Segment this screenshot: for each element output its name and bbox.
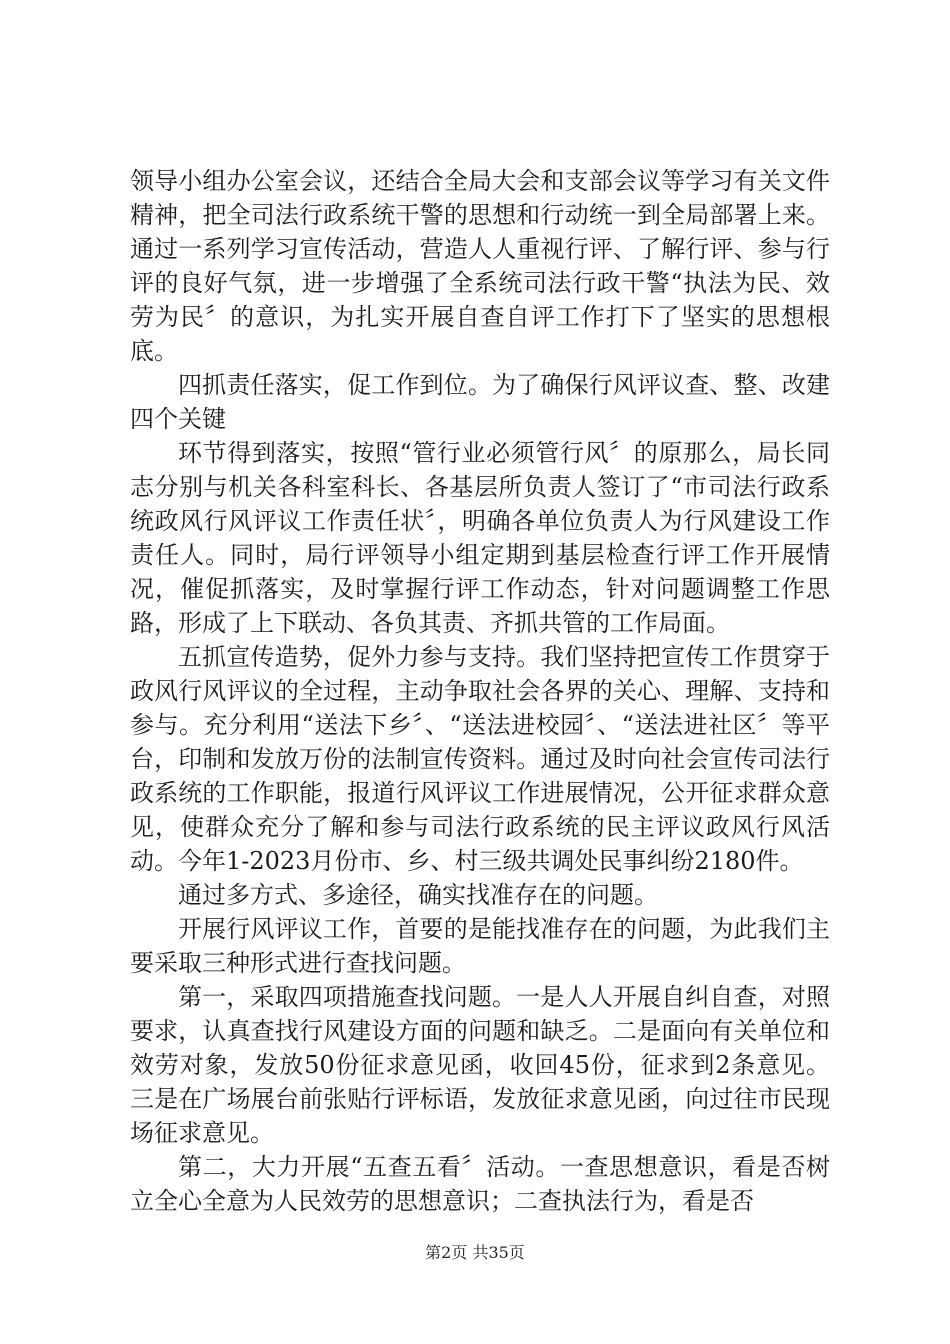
page-footer: 第2页 共35页 [425, 1243, 525, 1262]
paragraph-8: 第二，大力开展“五查五看〞活动。一查思想意识，看是否树立全心全意为人民效劳的思想意识；二查执法行为，看是否 [130, 1153, 830, 1215]
document-body [130, 164, 830, 1218]
paragraph-1: 领导小组办公室会议，还结合全局大会和支部会议等学习有关文件精神，把全司法行政系统干警的思想和行动统一到全局部署上来。通过一系列学习宣传活动，营造人人重视行评、了解行评、参与行评的良好气氛，进一步增强了全系统司法行政干警“执法为民、效劳为民〞的意识，为扎实开展自查自评工作打下了坚实的思想根底。 [130, 167, 830, 365]
paragraph-5: 通过多方式、多途径，确实找准存在的问题。 [178, 881, 658, 909]
paragraph-2: 四抓责任落实，促工作到位。为了确保行风评议查、整、改建四个关键 [130, 371, 830, 433]
paragraph-6: 开展行风评议工作，首要的是能找准存在的问题，为此我们主要采取三种形式进行查找问题。 [130, 915, 830, 977]
paragraph-7: 第一，采取四项措施查找问题。一是人人开展自纠自查，对照要求，认真查找行风建设方面的问题和缺乏。二是面向有关单位和效劳对象，发放50份征求意见函，收回45份，征求到2条意见。三是在广场展台前张贴行评标语，发放征求意见函，向过往市民现场征求意见。 [130, 983, 830, 1147]
paragraph-3: 环节得到落实，按照“管行业必须管行风〞的原那么，局长同志分别与机关各科室科长、各基层所负责人签订了“市司法行政系统政风行风评议工作责任状〞，明确各单位负责人为行风建设工作责任人。同时，局行评领导小组定期到基层检查行评工作开展情况，催促抓落实，及时掌握行评工作动态，针对问题调整工作思路，形成了上下联动、各负其责、齐抓共管的工作局面。 [130, 439, 830, 637]
paragraph-4: 五抓宣传造势，促外力参与支持。我们坚持把宣传工作贯穿于政风行风评议的全过程，主动争取社会各界的关心、理解、支持和参与。充分利用“送法下乡〞、“送法进校园〞、“送法进社区〞等平台，印制和发放万份的法制宣传资料。通过及时向社会宣传司法行政系统的工作职能，报道行风评议工作进展情况，公开征求群众意见，使群众充分了解和参与司法行政系统的民主评议政风行风活动。今年1-2023月份市、乡、村三级共调处民事纠纷2180件。 [130, 643, 830, 875]
